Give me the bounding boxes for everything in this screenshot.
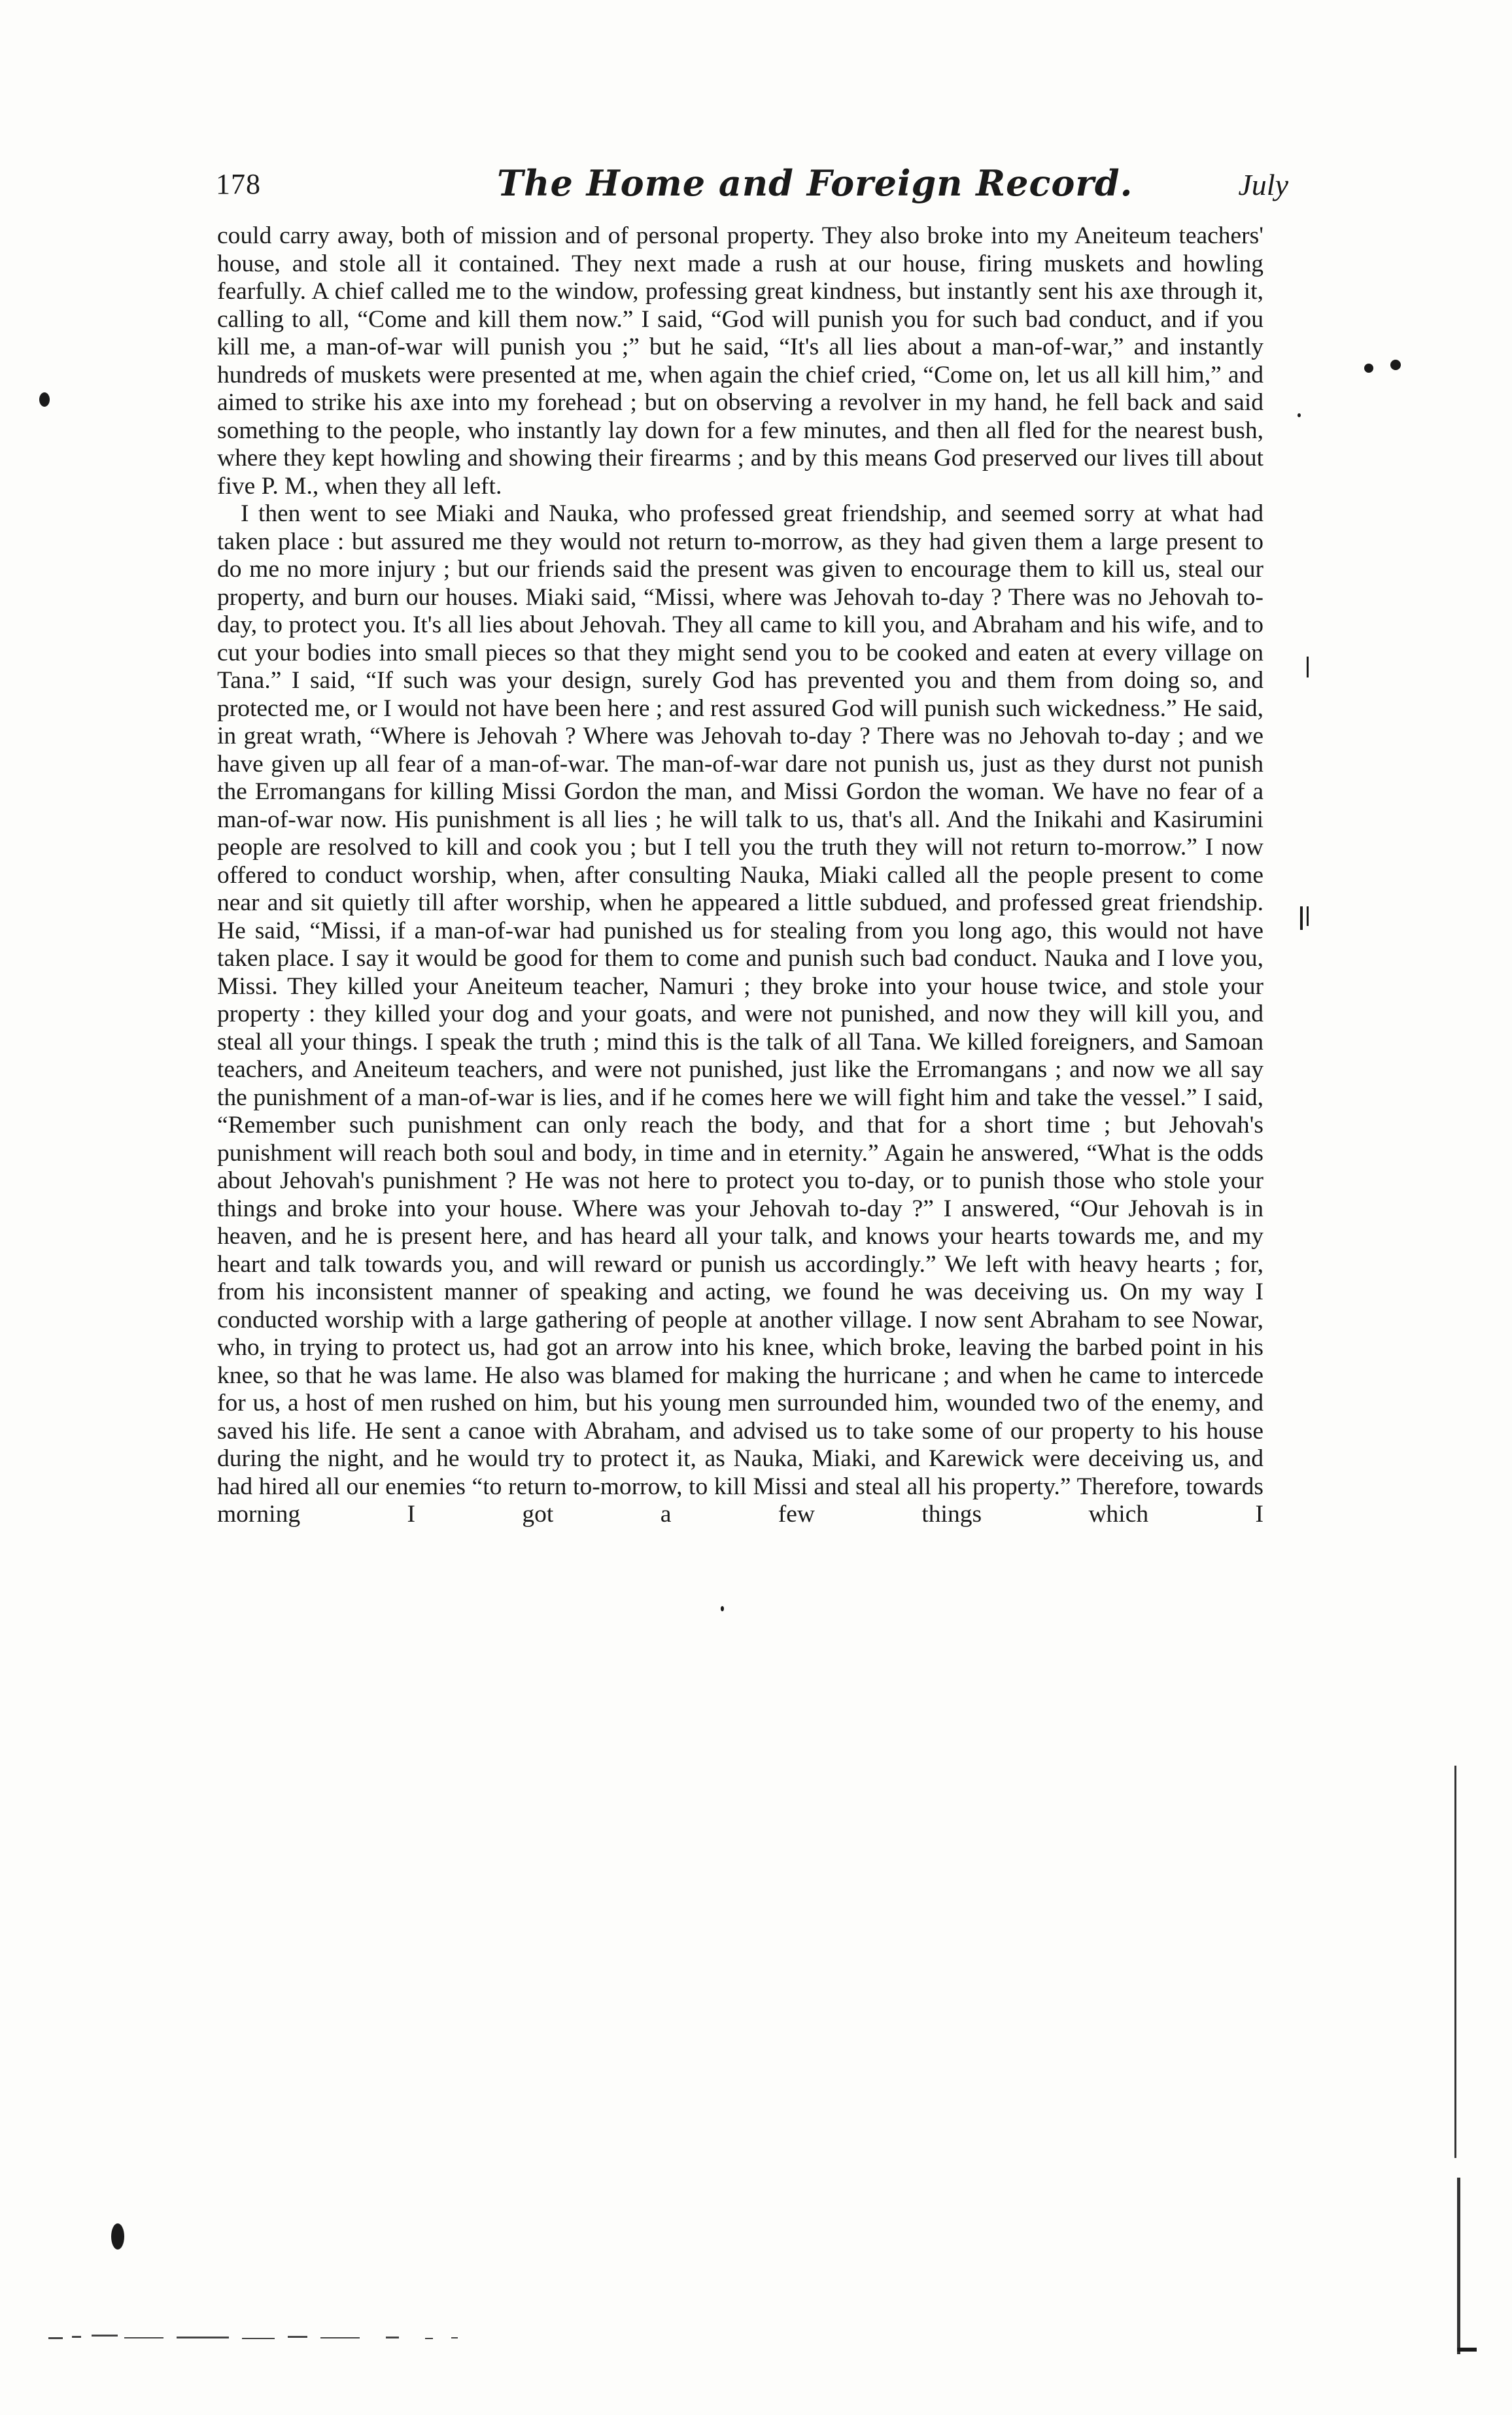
margin-speck	[1297, 413, 1301, 417]
page-number: 178	[216, 168, 261, 200]
paragraph-1: could carry away, both of mission and of personal property. They also broke into my Aneiteum teachers' house, and stole all it contained. They next made a rush at our house, firing muskets and howling fearfully. A chief called me to the window, professing great kindness, but instantly sent his axe through it, calling to all, “Come and kill them now.” I said, “God will punish you for such bad conduct, and if you kill me, a man-of-war will punish you ;” but he said, “It's all lies about a man-of-war,” and instantly hundreds of muskets were presented at me, when again the chief cried, “Come on, let us all kill him,” and aimed to strike his axe into my forehead ; but on observing a revolver in my hand, he fell back and said something to the people, who instantly lay down for a few minutes, and then all fled for the nearest bush, where they kept howling and showing their firearms ; and by this means God preserved our lives till about five P. M., when they all left.	[217, 222, 1263, 500]
margin-speck	[1307, 906, 1309, 926]
margin-speck	[111, 2223, 124, 2250]
margin-speck	[721, 1606, 724, 1611]
bottom-scan-noise	[46, 2328, 504, 2348]
issue-month: July	[1238, 168, 1288, 201]
edge-line	[1457, 2178, 1460, 2354]
journal-title: The Home and Foreign Record.	[497, 162, 1133, 204]
edge-line	[1454, 1766, 1456, 2158]
margin-speck	[1307, 657, 1309, 677]
margin-speck	[1364, 364, 1373, 373]
margin-speck	[1300, 906, 1303, 930]
margin-speck	[39, 392, 50, 407]
edge-foot	[1457, 2348, 1477, 2352]
running-header	[216, 162, 1288, 208]
paragraph-2: I then went to see Miaki and Nauka, who professed great friendship, and seemed sorry at what had taken place : but assured me they would not return to-morrow, as they had given them a large present to do me no more injury ; but our friends said the present was given to encourage them to kill us, steal our property, and burn our houses. Miaki said, “Missi, where was Jehovah to-day ? There was no Jehovah to-day, to protect you. It's all lies about Jehovah. They all came to kill you, and Abraham and his wife, and to cut your bodies into small pieces so that they might send you to be cooked and eaten at every village on Tana.” I said, “If such was your design, surely God has prevented you and them from doing so, and protected me, or I would not have been here ; and rest assured God will punish such wickedness.” He said, in great wrath, “Where is Jehovah ? Where was Jehovah to-day ? There was no Jehovah to-day ; and we have given up all fear of a man-of-war. The man-of-war dare not punish us, just as they durst not punish the Erromangans for killing Missi Gordon the man, and Missi Gordon the woman. We have no fear of a man-of-war now. His punishment is all lies ; he will talk to us, that's all. And the Inikahi and Kasirumini people are resolved to kill and cook you ; but I tell you the truth they will not return to-morrow.” I now offered to conduct worship, when, after consulting Nauka, Miaki called all the people present to come near and sit quietly till after worship, when he appeared a little subdued, and professed great friendship. He said, “Missi, if a man-of-war had punished us for stealing from you long ago, this would not have taken place. I say it would be good for them to come and punish such bad conduct. Nauka and I love you, Missi. They killed your Aneiteum teacher, Namuri ; they broke into your house twice, and stole your property : they killed your dog and your goats, and were not punished, and now they will kill you, and steal all your things. I speak the truth ; mind this is the talk of all Tana. We killed foreigners, and Samoan teachers, and Aneiteum teachers, and were not punished, just like the Erromangans ; and now we all say the punishment of a man-of-war is lies, and if he comes here we will fight him and take the vessel.” I said, “Remember such punishment can only reach the body, and that for a short time ; but Jehovah's punishment will reach both soul and body, in time and in eternity.” Again he answered, “What is the odds about Jehovah's punishment ? He was not here to protect you to-day, or to punish those who stole your things and broke into your house. Where was your Jehovah to-day ?” I answered, “Our Jehovah is in heaven, and he is present here, and has heard all your talk, and knows your hearts towards me, and my heart and talk towards you, and will reward or punish us accordingly.” We left with heavy hearts ; for, from his inconsistent manner of speaking and acting, we found he was deceiving us. On my way I conducted worship with a large gathering of people at another village. I now sent Abraham to see Nowar, who, in trying to protect us, had got an arrow into his knee, which broke, leaving the barbed point in his knee, so that he was lame. He also was blamed for making the hurricane ; and when he came to intercede for us, a host of men rushed on him, but his young men surrounded him, wounded two of the enemy, and saved his life. He sent a canoe with Abraham, and advised us to take some of our property to his house during the night, and he would try to protect it, as Nauka, Miaki, and Karewick were deceiving us, and had hired all our enemies “to return to-morrow, to kill Missi and steal all his property.” Therefore, towards morning I got a few things which I	[217, 500, 1263, 1528]
margin-speck	[1390, 360, 1401, 370]
scan-noise-graphic	[46, 2328, 504, 2348]
article-body	[217, 222, 1263, 1529]
